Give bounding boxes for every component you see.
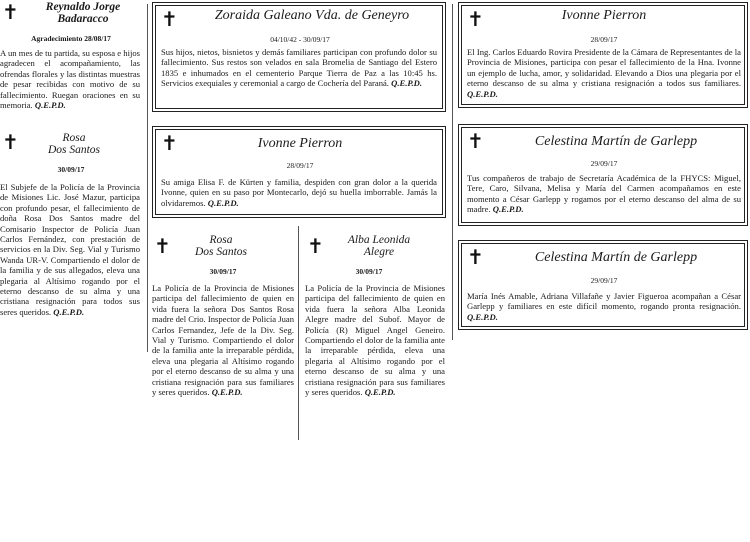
notice-zoraida-galeano (152, 2, 446, 112)
notice-date: 29/09/17 (590, 159, 618, 168)
column-rule-left (147, 4, 148, 352)
notice-date: 30/09/17 (209, 267, 237, 276)
cross-icon: ✝ (467, 129, 484, 153)
cross-icon: ✝ (154, 234, 171, 258)
notice-celestina-garlepp-amable (458, 240, 748, 330)
notice-ivonne-pierron-rovira (458, 2, 748, 108)
notice-text: Tus compañeros de trabajo de Secretaría Académica de la FHYCS: Miguel, Tere, Caro, Silvana, Melisa y María del Carmen acompañamos en este momento a César Garlepp y rogamos por el eterno descanso del alma de su madre. Q.E.P.D. (467, 173, 741, 215)
deceased-name: Celestina Martín de Garlepp (534, 134, 698, 149)
deceased-name: Rosa Dos Santos (194, 234, 248, 259)
qepd-signoff: Q.E.P.D. (467, 88, 498, 99)
notice-text: El Subjefe de la Policía de la Provincia de Misiones Lic. José Mazur, participa con profundo pesar, el fallecimiento de doña Rosa Dos Santos madre del Comisario Inspector de Policía Juan Carlos Fernández, con prestación de servicios en la Div. Seg. Vial y Turismo Wanda UR-V. Compartiendo el dolor de la familia y de sus allegados, eleva una plegaria al Altísimo rogando por el eterno descanso de su alma y una cristiana resignación para todos sus seres queridos. Q.E.P.D. (0, 182, 140, 317)
qepd-signoff: Q.E.P.D. (364, 387, 396, 398)
qepd-signoff: Q.E.P.D. (492, 204, 524, 215)
notice-text: Su amiga Elisa F. de Kürten y familia, despiden con gran dolor a la querida Ivonne, quien en su paso por Montecarlo, dejó su huella imborrable. Jamás la olvidaremos. Q.E.P.D. (161, 177, 437, 208)
deceased-name: Alba Leonida Alegre (347, 234, 411, 259)
column-rule-middle (298, 226, 299, 440)
notice-celestina-garlepp-fhycs (458, 124, 748, 226)
deceased-name: Ivonne Pierron (257, 136, 343, 151)
notice-reynaldo-badaracco (0, 0, 142, 128)
notice-alba-leonida-alegre (305, 230, 447, 430)
notice-date: 30/09/17 (57, 165, 85, 174)
cross-icon: ✝ (161, 131, 178, 155)
notice-rosa-dos-santos-subjefe (0, 130, 142, 355)
deceased-name: Ivonne Pierron (561, 8, 647, 23)
qepd-signoff: Q.E.P.D. (207, 197, 239, 208)
cross-icon: ✝ (467, 245, 484, 269)
notice-date: Agradecimiento 28/08/17 (31, 34, 111, 43)
notice-date: 29/09/17 (590, 276, 618, 285)
deceased-name: Celestina Martín de Garlepp (534, 250, 698, 265)
notice-date: 28/09/17 (286, 161, 314, 170)
cross-icon: ✝ (2, 0, 19, 24)
cross-icon: ✝ (307, 234, 324, 258)
notice-date: 30/09/17 (355, 267, 383, 276)
qepd-signoff: Q.E.P.D. (467, 311, 498, 322)
qepd-signoff: Q.E.P.D. (53, 306, 85, 317)
notice-text: A un mes de tu partida, su esposa e hijos agradecen el acompañamiento, las ofrendas florales y las distintas muestras de pesar recibidas con motivo de su fallecimiento. Ruegan oraciones en su memoria. Q.E.P.D. (0, 48, 140, 111)
notice-date: 28/09/17 (590, 35, 618, 44)
qepd-signoff: Q.E.P.D. (391, 78, 423, 89)
cross-icon: ✝ (467, 7, 484, 31)
notice-text: María Inés Amable, Adriana Villafañe y Javier Figueroa acompañan a César Garlepp y familiares en este difícil momento, rogando pronta resignación. Q.E.P.D. (467, 291, 741, 322)
notice-text: Sus hijos, nietos, bisnietos y demás familiares participan con profundo dolor su fallecimiento. Sus restos son velados en sala Bromelia de Santiago del Estero 1835 e inhumados en el cementerio Parque Tierra de Paz a las 10:45 hs. Servicios exequiales y ceremonial a cargo de Cochería del Paraná. Q.E.P.D. (161, 47, 437, 89)
notice-ivonne-pierron-kurten (152, 126, 446, 218)
deceased-name: Reynaldo Jorge Badaracco (45, 1, 121, 26)
notice-text: La Policía de la Provincia de Misiones participa del fallecimiento de quien en vida fuera la señora Dos Santos Rosa madre del Crio. Inspector de Policía Juan Carlos Fernandez, Jefe de la Div. Seg. Vial y Turismo. Compartiendo el dolor de la familia ante la irreparable pérdida, eleva una plegaria al Altísimo rogando por el eterno descanso de su alma y una cristiana resignación para sus familiares y seres queridos. Q.E.P.D. (152, 283, 294, 398)
qepd-signoff: Q.E.P.D. (211, 387, 243, 398)
notice-text: El Ing. Carlos Eduardo Rovira Presidente de la Cámara de Representantes de la Provincia de Misiones, participa con pesar el fallecimiento de la Hna. Ivonne un ejemplo de lucha, amor, y solidaridad. Elevando a Dios una plegaria por el eterno descanso de su alma y cristiana resignación a todos sus familiares. Q.E.P.D. (467, 47, 741, 99)
notice-text: La Policía de la Provincia de Misiones participa del fallecimiento de quien en vida fuera la señora Alba Leonida Alegre madre del Subof. Mayor de Policía (R) Miguel Angel Geneiro. Compartiendo el dolor de la familia ante la irreparable pérdida, eleva una plegaria al Altísimo rogando por el eterno descanso de su alma y una cristiana resignación para sus familiares y seres queridos. Q.E.P.D. (305, 283, 445, 398)
qepd-signoff: Q.E.P.D. (34, 100, 66, 111)
deceased-name: Rosa Dos Santos (47, 132, 101, 157)
cross-icon: ✝ (2, 130, 19, 154)
notice-rosa-dos-santos-policia (152, 230, 294, 430)
notice-date: 04/10/42 - 30/09/17 (270, 35, 330, 44)
column-rule-right (452, 4, 453, 340)
cross-icon: ✝ (161, 7, 178, 31)
deceased-name: Zoraida Galeano Vda. de Geneyro (214, 8, 410, 23)
